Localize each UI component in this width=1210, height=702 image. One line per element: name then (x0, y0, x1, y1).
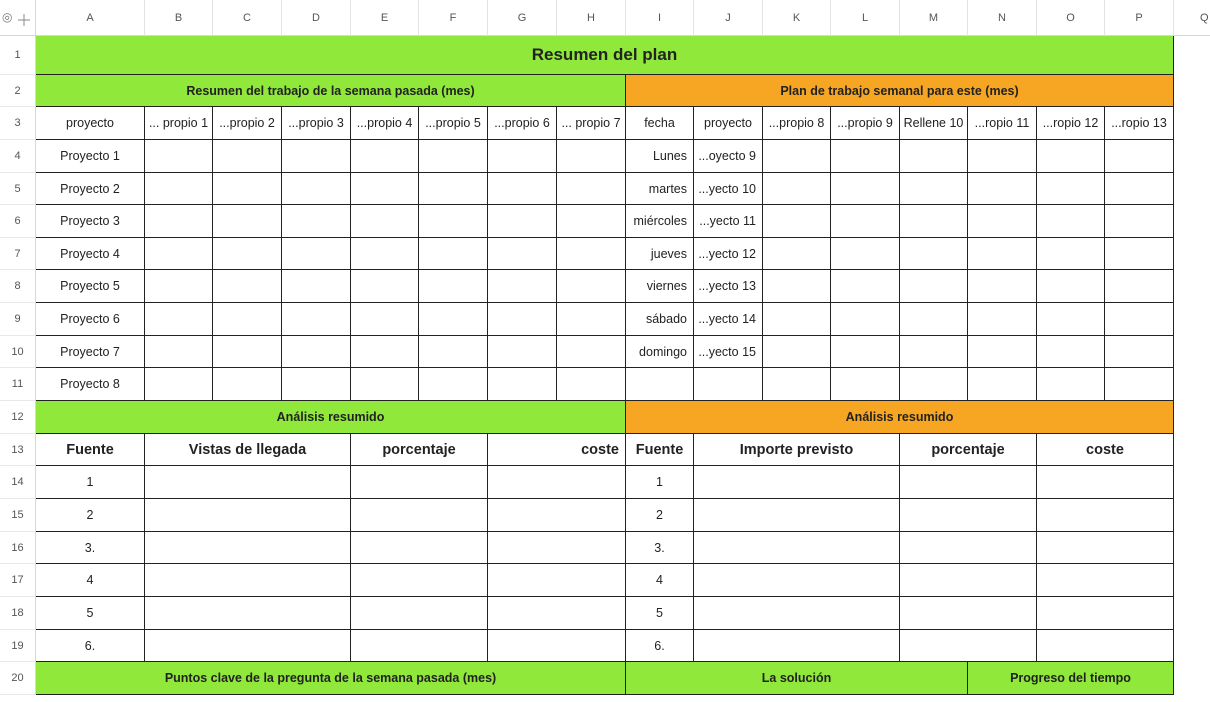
empty-cell[interactable] (351, 270, 419, 303)
empty-cell[interactable] (694, 532, 900, 564)
fuente-item[interactable]: 2 (36, 499, 145, 532)
empty-cell[interactable] (145, 303, 213, 336)
row-header-17[interactable]: 17 (0, 564, 36, 597)
empty-cell[interactable] (831, 205, 900, 238)
empty-cell[interactable] (351, 564, 488, 597)
empty-cell[interactable] (145, 564, 351, 597)
day-project-cell[interactable]: ...yecto 10 (694, 173, 763, 205)
empty-cell[interactable] (351, 140, 419, 173)
empty-cell[interactable] (351, 597, 488, 630)
row-header-10[interactable]: 10 (0, 336, 36, 368)
project-cell[interactable]: Proyecto 7 (36, 336, 145, 368)
empty-cell[interactable] (557, 270, 626, 303)
empty-cell[interactable] (900, 597, 1037, 630)
row-header-9[interactable]: 9 (0, 303, 36, 336)
empty-cell[interactable] (488, 564, 626, 597)
empty-cell[interactable] (145, 597, 351, 630)
empty-cell[interactable] (145, 140, 213, 173)
empty-cell[interactable] (351, 336, 419, 368)
row-header-15[interactable]: 15 (0, 499, 36, 532)
empty-cell[interactable] (145, 499, 351, 532)
fuente-item-right[interactable]: 3. (626, 532, 694, 564)
empty-cell[interactable] (282, 368, 351, 401)
day-cell[interactable]: jueves (626, 238, 694, 270)
empty-cell[interactable] (488, 205, 557, 238)
column-header-F[interactable]: F (419, 0, 488, 36)
empty-cell[interactable] (831, 140, 900, 173)
empty-cell[interactable] (1037, 368, 1105, 401)
importe-header[interactable]: Importe previsto (694, 434, 900, 466)
empty-cell[interactable] (145, 368, 213, 401)
empty-cell[interactable] (145, 238, 213, 270)
row-header-20[interactable]: 20 (0, 662, 36, 695)
solution-header[interactable]: La solución (626, 662, 968, 695)
empty-cell[interactable] (694, 466, 900, 499)
fuente-item[interactable]: 1 (36, 466, 145, 499)
left-col-header[interactable]: ...propio 3 (282, 107, 351, 140)
day-project-cell[interactable]: ...yecto 13 (694, 270, 763, 303)
column-header-L[interactable]: L (831, 0, 900, 36)
empty-cell[interactable] (1037, 140, 1105, 173)
empty-cell[interactable] (351, 173, 419, 205)
empty-cell[interactable] (213, 368, 282, 401)
empty-cell[interactable] (419, 140, 488, 173)
left-analysis-header[interactable]: Análisis resumido (36, 401, 626, 434)
right-analysis-header[interactable]: Análisis resumido (626, 401, 1174, 434)
empty-cell[interactable] (1037, 173, 1105, 205)
day-project-cell[interactable] (694, 368, 763, 401)
empty-cell[interactable] (351, 303, 419, 336)
right-col-header[interactable]: Rellene 10 (900, 107, 968, 140)
right-section-header[interactable]: Plan de trabajo semanal para este (mes) (626, 75, 1174, 107)
empty-cell[interactable] (282, 205, 351, 238)
row-header-5[interactable]: 5 (0, 173, 36, 205)
empty-cell[interactable] (694, 564, 900, 597)
empty-cell[interactable] (1037, 466, 1174, 499)
empty-cell[interactable] (488, 238, 557, 270)
empty-cell[interactable] (419, 336, 488, 368)
empty-cell[interactable] (694, 597, 900, 630)
empty-cell[interactable] (351, 368, 419, 401)
empty-cell[interactable] (419, 205, 488, 238)
empty-cell[interactable] (900, 205, 968, 238)
empty-cell[interactable] (145, 205, 213, 238)
row-header-19[interactable]: 19 (0, 630, 36, 662)
day-cell[interactable]: miércoles (626, 205, 694, 238)
empty-cell[interactable] (900, 368, 968, 401)
empty-cell[interactable] (419, 368, 488, 401)
empty-cell[interactable] (488, 630, 626, 662)
empty-cell[interactable] (1105, 270, 1174, 303)
empty-cell[interactable] (213, 173, 282, 205)
progress-header[interactable]: Progreso del tiempo (968, 662, 1174, 695)
empty-cell[interactable] (351, 532, 488, 564)
row-header-3[interactable]: 3 (0, 107, 36, 140)
day-cell[interactable]: viernes (626, 270, 694, 303)
empty-cell[interactable] (351, 238, 419, 270)
fuente-header[interactable]: Fuente (36, 434, 145, 466)
empty-cell[interactable] (1105, 140, 1174, 173)
project-cell[interactable]: Proyecto 4 (36, 238, 145, 270)
freeze-icon[interactable] (18, 14, 30, 26)
column-header-P[interactable]: P (1105, 0, 1174, 36)
project-cell[interactable]: Proyecto 2 (36, 173, 145, 205)
empty-cell[interactable] (763, 140, 831, 173)
empty-cell[interactable] (968, 140, 1037, 173)
column-header-D[interactable]: D (282, 0, 351, 36)
empty-cell[interactable] (1037, 597, 1174, 630)
empty-cell[interactable] (419, 238, 488, 270)
coste-header[interactable]: coste (488, 434, 626, 466)
right-col-header[interactable]: ...ropio 11 (968, 107, 1037, 140)
empty-cell[interactable] (968, 173, 1037, 205)
left-col-header[interactable]: ... propio 7 (557, 107, 626, 140)
row-header-11[interactable]: 11 (0, 368, 36, 401)
empty-cell[interactable] (488, 597, 626, 630)
empty-cell[interactable] (213, 270, 282, 303)
empty-cell[interactable] (763, 368, 831, 401)
day-project-cell[interactable]: ...yecto 14 (694, 303, 763, 336)
empty-cell[interactable] (900, 564, 1037, 597)
empty-cell[interactable] (488, 368, 557, 401)
right-col-header[interactable]: proyecto (694, 107, 763, 140)
empty-cell[interactable] (488, 499, 626, 532)
empty-cell[interactable] (1037, 532, 1174, 564)
empty-cell[interactable] (968, 270, 1037, 303)
empty-cell[interactable] (831, 270, 900, 303)
empty-cell[interactable] (900, 270, 968, 303)
empty-cell[interactable] (1037, 270, 1105, 303)
empty-cell[interactable] (419, 303, 488, 336)
empty-cell[interactable] (282, 303, 351, 336)
empty-cell[interactable] (1037, 336, 1105, 368)
empty-cell[interactable] (145, 466, 351, 499)
empty-cell[interactable] (145, 532, 351, 564)
empty-cell[interactable] (900, 532, 1037, 564)
select-all-corner[interactable] (0, 0, 36, 36)
empty-cell[interactable] (145, 173, 213, 205)
left-col-header[interactable]: ...propio 2 (213, 107, 282, 140)
empty-cell[interactable] (900, 336, 968, 368)
empty-cell[interactable] (557, 140, 626, 173)
empty-cell[interactable] (282, 140, 351, 173)
fuente-item-right[interactable]: 6. (626, 630, 694, 662)
fuente-item[interactable]: 3. (36, 532, 145, 564)
fuente-item-right[interactable]: 1 (626, 466, 694, 499)
empty-cell[interactable] (145, 270, 213, 303)
empty-cell[interactable] (557, 368, 626, 401)
empty-cell[interactable] (831, 238, 900, 270)
day-project-cell[interactable]: ...yecto 15 (694, 336, 763, 368)
column-header-H[interactable]: H (557, 0, 626, 36)
row-header-14[interactable]: 14 (0, 466, 36, 499)
empty-cell[interactable] (488, 173, 557, 205)
fuente-item-right[interactable]: 2 (626, 499, 694, 532)
empty-cell[interactable] (557, 303, 626, 336)
right-col-header[interactable]: ...ropio 12 (1037, 107, 1105, 140)
right-col-header[interactable]: ...propio 9 (831, 107, 900, 140)
column-header-O[interactable]: O (1037, 0, 1105, 36)
row-header-4[interactable]: 4 (0, 140, 36, 173)
empty-cell[interactable] (351, 466, 488, 499)
empty-cell[interactable] (763, 238, 831, 270)
empty-cell[interactable] (213, 303, 282, 336)
column-header-B[interactable]: B (145, 0, 213, 36)
empty-cell[interactable] (1105, 238, 1174, 270)
row-header-6[interactable]: 6 (0, 205, 36, 238)
porcentaje-header[interactable]: porcentaje (351, 434, 488, 466)
project-cell[interactable]: Proyecto 1 (36, 140, 145, 173)
empty-cell[interactable] (557, 238, 626, 270)
empty-cell[interactable] (1037, 238, 1105, 270)
empty-cell[interactable] (145, 630, 351, 662)
day-project-cell[interactable]: ...oyecto 9 (694, 140, 763, 173)
column-header-C[interactable]: C (213, 0, 282, 36)
day-cell[interactable]: Lunes (626, 140, 694, 173)
coste-header-right[interactable]: coste (1037, 434, 1174, 466)
fuente-item[interactable]: 4 (36, 564, 145, 597)
column-header-I[interactable]: I (626, 0, 694, 36)
left-section-header[interactable]: Resumen del trabajo de la semana pasada (mes) (36, 75, 626, 107)
day-cell[interactable]: domingo (626, 336, 694, 368)
empty-cell[interactable] (419, 270, 488, 303)
day-cell[interactable] (626, 368, 694, 401)
empty-cell[interactable] (351, 205, 419, 238)
empty-cell[interactable] (282, 270, 351, 303)
empty-cell[interactable] (968, 238, 1037, 270)
row-header-8[interactable]: 8 (0, 270, 36, 303)
empty-cell[interactable] (763, 303, 831, 336)
empty-cell[interactable] (900, 173, 968, 205)
empty-cell[interactable] (1037, 303, 1105, 336)
column-header-Q[interactable]: Q (1174, 0, 1210, 36)
empty-cell[interactable] (968, 303, 1037, 336)
empty-cell[interactable] (557, 336, 626, 368)
project-cell[interactable]: Proyecto 6 (36, 303, 145, 336)
day-project-cell[interactable]: ...yecto 11 (694, 205, 763, 238)
column-header-K[interactable]: K (763, 0, 831, 36)
empty-cell[interactable] (900, 466, 1037, 499)
empty-cell[interactable] (968, 336, 1037, 368)
left-col-header[interactable]: proyecto (36, 107, 145, 140)
empty-cell[interactable] (900, 303, 968, 336)
empty-cell[interactable] (1105, 205, 1174, 238)
empty-cell[interactable] (900, 499, 1037, 532)
empty-cell[interactable] (282, 173, 351, 205)
vistas-header[interactable]: Vistas de llegada (145, 434, 351, 466)
empty-cell[interactable] (213, 336, 282, 368)
empty-cell[interactable] (763, 270, 831, 303)
fuente-item-right[interactable]: 5 (626, 597, 694, 630)
empty-cell[interactable] (763, 205, 831, 238)
day-project-cell[interactable]: ...yecto 12 (694, 238, 763, 270)
empty-cell[interactable] (213, 140, 282, 173)
column-header-N[interactable]: N (968, 0, 1037, 36)
empty-cell[interactable] (1037, 564, 1174, 597)
right-col-header[interactable]: ...ropio 13 (1105, 107, 1174, 140)
left-col-header[interactable]: ...propio 6 (488, 107, 557, 140)
row-header-16[interactable]: 16 (0, 532, 36, 564)
empty-cell[interactable] (968, 368, 1037, 401)
fuente-item[interactable]: 6. (36, 630, 145, 662)
row-header-13[interactable]: 13 (0, 434, 36, 466)
fuente-item[interactable]: 5 (36, 597, 145, 630)
empty-cell[interactable] (694, 499, 900, 532)
left-col-header[interactable]: ... propio 1 (145, 107, 213, 140)
project-cell[interactable]: Proyecto 5 (36, 270, 145, 303)
left-col-header[interactable]: ...propio 5 (419, 107, 488, 140)
empty-cell[interactable] (968, 205, 1037, 238)
day-cell[interactable]: sábado (626, 303, 694, 336)
fuente-item-right[interactable]: 4 (626, 564, 694, 597)
empty-cell[interactable] (213, 238, 282, 270)
empty-cell[interactable] (351, 630, 488, 662)
empty-cell[interactable] (831, 173, 900, 205)
empty-cell[interactable] (282, 336, 351, 368)
empty-cell[interactable] (419, 173, 488, 205)
empty-cell[interactable] (488, 336, 557, 368)
empty-cell[interactable] (488, 303, 557, 336)
day-cell[interactable]: martes (626, 173, 694, 205)
eye-icon[interactable]: ◎ (2, 10, 13, 24)
empty-cell[interactable] (557, 205, 626, 238)
row-header-12[interactable]: 12 (0, 401, 36, 434)
empty-cell[interactable] (694, 630, 900, 662)
row-header-7[interactable]: 7 (0, 238, 36, 270)
empty-cell[interactable] (900, 238, 968, 270)
row-header-18[interactable]: 18 (0, 597, 36, 630)
empty-cell[interactable] (488, 466, 626, 499)
column-header-M[interactable]: M (900, 0, 968, 36)
empty-cell[interactable] (831, 368, 900, 401)
project-cell[interactable]: Proyecto 8 (36, 368, 145, 401)
empty-cell[interactable] (145, 336, 213, 368)
column-header-E[interactable]: E (351, 0, 419, 36)
empty-cell[interactable] (831, 303, 900, 336)
right-col-header[interactable]: fecha (626, 107, 694, 140)
left-col-header[interactable]: ...propio 4 (351, 107, 419, 140)
empty-cell[interactable] (488, 532, 626, 564)
column-header-G[interactable]: G (488, 0, 557, 36)
empty-cell[interactable] (488, 270, 557, 303)
empty-cell[interactable] (900, 140, 968, 173)
empty-cell[interactable] (1037, 630, 1174, 662)
row-header-2[interactable]: 2 (0, 75, 36, 107)
key-points-header[interactable]: Puntos clave de la pregunta de la semana pasada (mes) (36, 662, 626, 695)
column-header-A[interactable]: A (36, 0, 145, 36)
empty-cell[interactable] (557, 173, 626, 205)
empty-cell[interactable] (282, 238, 351, 270)
empty-cell[interactable] (1105, 173, 1174, 205)
empty-cell[interactable] (831, 336, 900, 368)
empty-cell[interactable] (1105, 336, 1174, 368)
empty-cell[interactable] (763, 173, 831, 205)
empty-cell[interactable] (900, 630, 1037, 662)
empty-cell[interactable] (1037, 499, 1174, 532)
empty-cell[interactable] (213, 205, 282, 238)
empty-cell[interactable] (351, 499, 488, 532)
porcentaje-header-right[interactable]: porcentaje (900, 434, 1037, 466)
empty-cell[interactable] (1105, 303, 1174, 336)
column-header-J[interactable]: J (694, 0, 763, 36)
fuente-header-right[interactable]: Fuente (626, 434, 694, 466)
row-header-1[interactable]: 1 (0, 36, 36, 75)
right-col-header[interactable]: ...propio 8 (763, 107, 831, 140)
project-cell[interactable]: Proyecto 3 (36, 205, 145, 238)
empty-cell[interactable] (1037, 205, 1105, 238)
title-cell[interactable]: Resumen del plan (36, 36, 1174, 75)
empty-cell[interactable] (488, 140, 557, 173)
empty-cell[interactable] (1105, 368, 1174, 401)
empty-cell[interactable] (763, 336, 831, 368)
